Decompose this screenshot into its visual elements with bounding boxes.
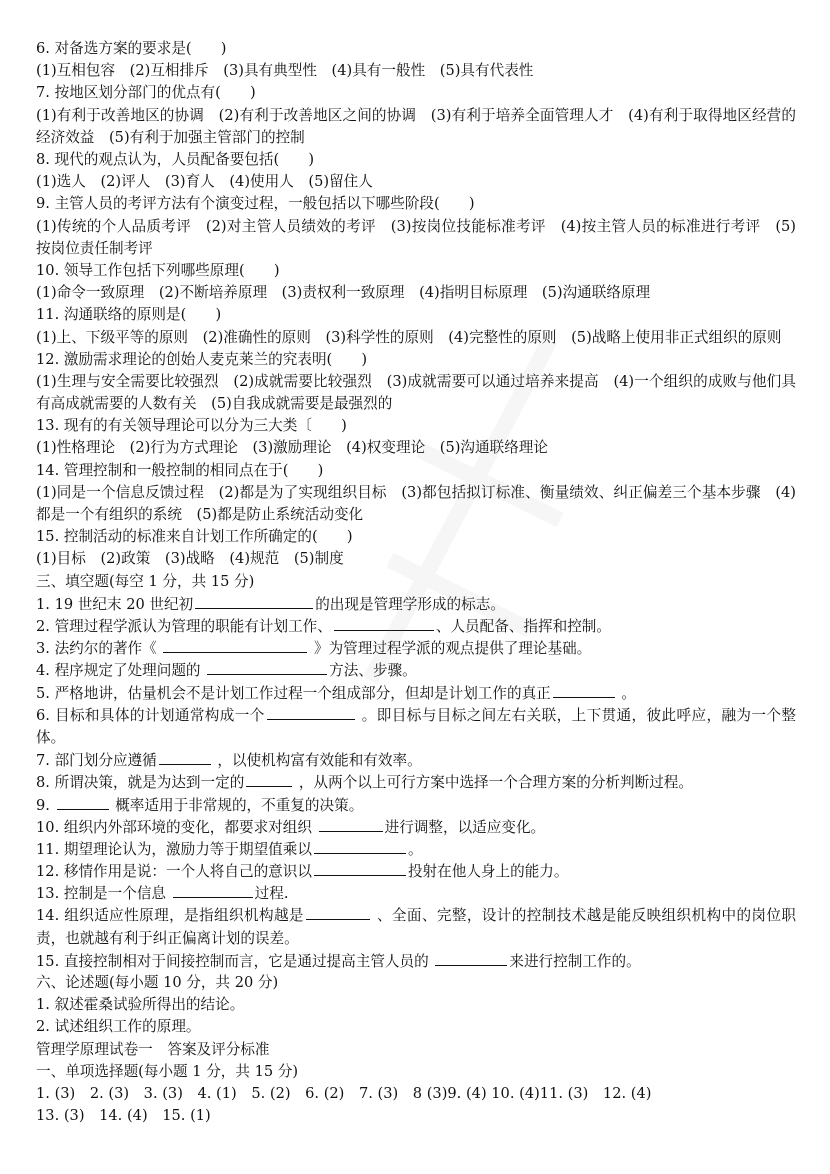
question-15: 15. 控制活动的标准来自计划工作所确定的( ) [36,528,353,546]
fill-12-blank [314,860,406,876]
fill-15-blank [435,950,507,966]
fill-9-blank [57,794,109,810]
options-8: (1)选人 (2)评人 (3)育人 (4)使用人 (5)留住人 [36,173,373,191]
fill-14: 14. 组织适应性原理，是指组织机构越是 、全面、完整，设计的控制技术越是能反映组织机构中的岗位职责，也就越有利于纠正偏离计划的误差。 [36,904,796,949]
fill-8-blank [246,771,292,787]
fill-3-blank [163,637,307,653]
fill-2-blank [334,615,434,631]
fill-2: 2. 管理过程学派认为管理的职能有计划工作、 、人员配备、指挥和控制。 [36,615,796,637]
fill-5-blank [553,682,615,698]
fill-1: 1. 19 世纪末 20 世纪初 的出现是管理学形成的标志。 [36,593,796,615]
section-essay-heading: 六、论述题(每小题 10 分，共 20 分) [36,974,279,992]
fill-7-blank [159,749,211,765]
essay-2: 2. 试述组织工作的原理。 [36,1018,201,1036]
options-13: (1)性格理论 (2)行为方式理论 (3)激励理论 (4)权变理论 (5)沟通联络理论 [36,439,548,457]
answer-key-section-1: 一、单项选择题(每小题 1 分，共 15 分) [36,1062,299,1080]
fill-5: 5. 严格地讲，估量机会不是计划工作过程一个组成部分，但却是计划工作的真正 。 [36,682,796,704]
question-7: 7. 按地区划分部门的优点有( ) [36,84,256,102]
fill-15: 15. 直接控制相对于间接控制而言，它是通过提高主管人员的 来进行控制工作的。 [36,950,796,972]
fill-9: 9. 概率适用于非常规的，不重复的决策。 [36,794,796,816]
options-15: (1)目标 (2)政策 (3)战略 (4)规范 (5)制度 [36,550,344,568]
question-6: 6. 对备选方案的要求是( ) [36,40,227,57]
question-10: 10. 领导工作包括下列哪些原理( ) [36,261,280,279]
fill-10-blank [319,816,383,832]
question-12: 12. 激励需求理论的创始人麦克莱兰的究表明( ) [36,350,368,368]
options-6: (1)互相包容 (2)互相排斥 (3)具有典型性 (4)具有一般性 (5)具有代表性 [36,62,534,80]
fill-6-blank [267,704,355,720]
options-9: (1)传统的个人品质考评 (2)对主管人员绩效的考评 (3)按岗位技能标准考评 (4)按主管人员的标准进行考评 (5)按岗位责任制考评 [36,217,796,257]
options-14: (1)同是一个信息反馈过程 (2)都是为了实现组织目标 (3)都包括拟订标准、衡量绩效、纠正偏差三个基本步骤 (4)都是一个有组织的系统 (5)都是防止系统活动变化 [36,483,796,524]
essay-1: 1. 叙述霍桑试验所得出的结论。 [36,996,245,1014]
options-10: (1)命令一致原理 (2)不断培养原理 (3)责权利一致原理 (4)指明目标原理 (5)沟通联络原理 [36,284,651,302]
fill-11: 11. 期望理论认为，激励力等于期望值乘以 。 [36,838,796,860]
options-7: (1)有利于改善地区的协调 (2)有利于改善地区之间的协调 (3)有利于培养全面管理人才 (4)有利于取得地区经营的经济效益 (5)有利于加强主管部门的控制 [36,106,796,146]
fill-10: 10. 组织内外部环境的变化，都要求对组织 进行调整，以适应变化。 [36,816,796,838]
question-14: 14. 管理控制和一般控制的相同点在于( ) [36,461,324,479]
fill-4-blank [207,659,327,675]
fill-8: 8. 所谓决策，就是为达到一定的 ，从两个以上可行方案中选择一个合理方案的分析判断过程。 [36,771,796,793]
fill-11-blank [314,838,406,854]
answer-key-row-1: 1. (3) 2. (3) 3. (3) 4. (1) 5. (2) 6. (2) 7. (3) 8 (3)9. (4) 10. (4)11. (3) 12. (4) [36,1085,652,1103]
exam-page [36,38,796,1127]
fill-1-blank [195,593,313,609]
fill-3: 3. 法约尔的著作《 》为管理过程学派的观点提供了理论基础。 [36,637,796,659]
options-11: (1)上、下级平等的原则 (2)准确性的原则 (3)科学性的原则 (4)完整性的原则 (5)战略上使用非正式组织的原则 [36,328,782,346]
fill-13-blank [173,882,253,898]
question-9: 9. 主管人员的考评方法有个演变过程，一般包括以下哪些阶段( ) [36,195,475,213]
options-12: (1)生理与安全需要比较强烈 (2)成就需要比较强烈 (3)成就需要可以通过培养来提高 (4)一个组织的成败与他们具有高成就需要的人数有关 (5)自我成就需要是最强烈的 [36,372,796,413]
answer-key-row-2: 13. (3) 14. (4) 15. (1) [36,1107,211,1125]
question-8: 8. 现代的观点认为，人员配备要包括( ) [36,150,315,168]
fill-7: 7. 部门划分应遵循 ，以使机构富有效能和有效率。 [36,749,796,771]
fill-13: 13. 控制是一个信息 过程. [36,882,796,904]
fill-12: 12. 移情作用是说：一个人将自己的意识以 投射在他人身上的能力。 [36,860,796,882]
section-fill-heading: 三、填空题(每空 1 分，共 15 分) [36,572,255,590]
fill-6: 6. 目标和具体的计划通常构成一个 。即目标与目标之间左右关联，上下贯通，彼此呼应，融为一个整体。 [36,704,796,749]
fill-14-blank [306,904,370,920]
answer-key-title: 管理学原理试卷一 答案及评分标准 [36,1040,270,1058]
question-13: 13. 现有的有关领导理论可以分为三大类〔 ) [36,417,347,435]
question-11: 11. 沟通联络的原则是( ) [36,306,222,324]
fill-4: 4. 程序规定了处理问题的 方法、步骤。 [36,659,796,681]
